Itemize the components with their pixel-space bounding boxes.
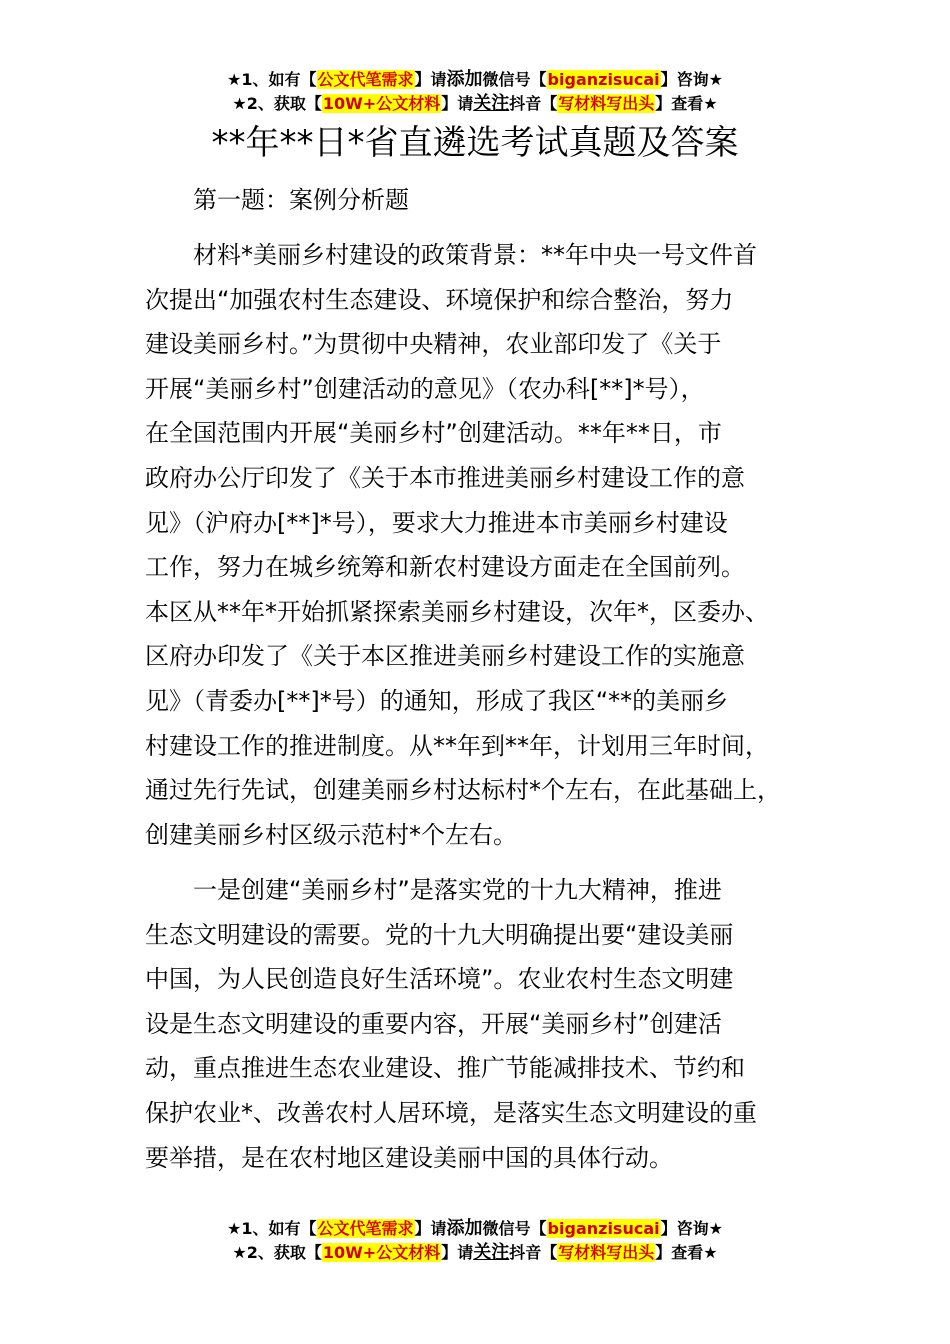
text-line: 建设美丽乡村。”为贯彻中央精神，农业部印发了《关于	[145, 330, 722, 359]
section-heading: 第一题：案例分析题	[193, 186, 409, 214]
banner-text: ★1、如有【	[227, 70, 317, 89]
text-line: 通过先行先试，创建美丽乡村达标村*个左右，在此基础上，	[145, 776, 781, 805]
footer-banner	[0, 1217, 950, 1265]
text-line: 要举措，是在农村地区建设美丽中国的具体行动。	[145, 1143, 673, 1172]
banner-text: 抖音【	[509, 1243, 558, 1262]
banner-text: 】咨询★	[660, 70, 723, 89]
document-title: **年**日*省直遴选考试真题及答案	[211, 123, 739, 163]
highlight-douyin: 写材料写出头	[558, 1243, 655, 1262]
text-line: 在全国范围内开展“美丽乡村”创建活动。**年**日，市	[145, 419, 722, 448]
banner-text: 】咨询★	[660, 1219, 723, 1238]
banner-emphasis: 添加	[446, 69, 483, 90]
banner-text: 微信号【	[482, 70, 547, 89]
text-line: 本区从**年*开始抓紧探索美丽乡村建设，次年*，区委办、	[145, 597, 769, 626]
text-line: 材料*美丽乡村建设的政策背景：**年中央一号文件首	[145, 241, 757, 269]
banner-emphasis: 关注	[473, 1242, 510, 1263]
banner-text: ★1、如有【	[227, 1219, 317, 1238]
text-line: 区府办印发了《关于本区推进美丽乡村建设工作的实施意	[145, 642, 745, 671]
banner-text: 微信号【	[482, 1219, 547, 1238]
highlight-materials: 10W+公文材料	[322, 94, 441, 113]
highlight-materials: 10W+公文材料	[322, 1243, 441, 1262]
banner-text: 】请	[441, 94, 474, 113]
paragraph-point-one	[145, 868, 845, 1180]
text-line: 见》（青委办[**]*号）的通知，形成了我区“**的美丽乡	[145, 686, 729, 715]
text-line: 工作，努力在城乡统筹和新农村建设方面走在全国前列。	[145, 553, 745, 582]
banner-text: 】查看★	[655, 94, 718, 113]
banner-emphasis: 关注	[473, 93, 510, 114]
text-line: 次提出“加强农村生态建设、环境保护和综合整治，努力	[145, 285, 734, 314]
banner-line-1	[0, 1217, 950, 1241]
text-line: 保护农业*、改善农村人居环境，是落实生态文明建设的重	[145, 1098, 757, 1127]
text-line: 中国，为人民创造良好生活环境”。农业农村生态文明建	[145, 965, 734, 994]
banner-text: 】请	[414, 70, 447, 89]
banner-emphasis: 添加	[446, 1218, 483, 1239]
banner-text: 】请	[414, 1219, 447, 1238]
highlight-douyin: 写材料写出头	[558, 94, 655, 113]
banner-text: 】查看★	[655, 1243, 718, 1262]
highlight-wechat-id: biganzisucai	[547, 70, 660, 89]
text-line: 见》（沪府办[**]*号），要求大力推进本市美丽乡村建设	[145, 508, 728, 537]
banner-line-2	[0, 1241, 950, 1265]
banner-text: 】请	[441, 1243, 474, 1262]
text-line: 动，重点推进生态农业建设、推广节能减排技术、节约和	[145, 1054, 745, 1083]
banner-line-1	[0, 68, 950, 92]
header-banner	[0, 68, 950, 116]
text-line: 创建美丽乡村区级示范村*个左右。	[145, 820, 517, 849]
banner-line-2	[0, 92, 950, 116]
paragraph-material	[145, 233, 845, 857]
banner-text: ★2、获取【	[232, 1243, 322, 1262]
text-line: 政府办公厅印发了《关于本市推进美丽乡村建设工作的意	[145, 463, 745, 492]
highlight-wechat-id: biganzisucai	[547, 1219, 660, 1238]
banner-text: ★2、获取【	[232, 94, 322, 113]
text-line: 村建设工作的推进制度。从**年到**年，计划用三年时间，	[145, 731, 769, 760]
highlight-service: 公文代笔需求	[317, 1219, 414, 1238]
text-line: 设是生态文明建设的重要内容，开展“美丽乡村”创建活	[145, 1009, 722, 1038]
highlight-service: 公文代笔需求	[317, 70, 414, 89]
banner-text: 抖音【	[509, 94, 558, 113]
text-line: 开展“美丽乡村”创建活动的意见》（农办科[**]*号），	[145, 374, 705, 403]
text-line: 生态文明建设的需要。党的十九大明确提出要“建设美丽	[145, 920, 734, 949]
text-line: 一是创建“美丽乡村”是落实党的十九大精神，推进	[145, 876, 722, 904]
